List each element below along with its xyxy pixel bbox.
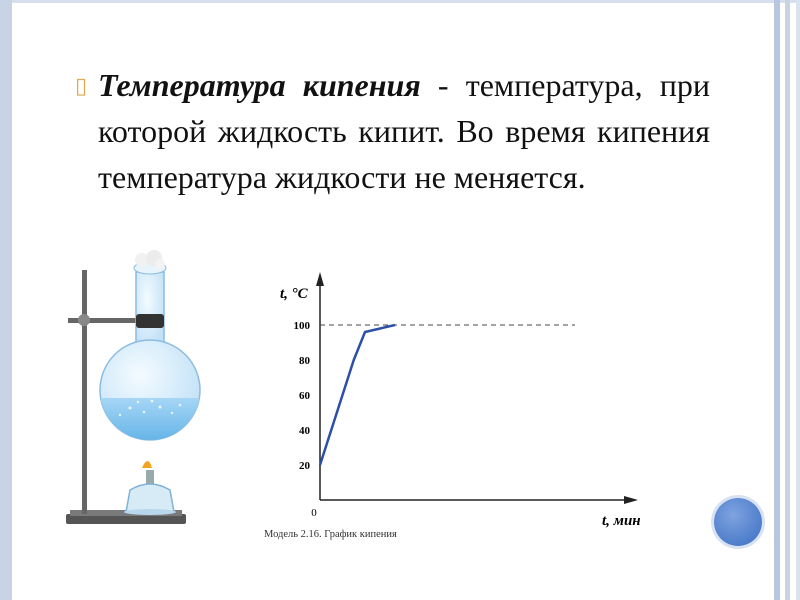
slide-frame-left bbox=[0, 0, 12, 600]
y-axis-arrow bbox=[316, 272, 324, 286]
y-tick-label: 60 bbox=[299, 390, 310, 402]
definition-text: - температура, при которой жидкость кипит. Во время кипения температура жидкости не меняется. bbox=[98, 67, 711, 195]
flame bbox=[142, 461, 152, 468]
origin-label: 0 bbox=[311, 507, 317, 519]
slide-frame-right-outer bbox=[785, 0, 790, 600]
spirit-lamp bbox=[126, 484, 174, 512]
slide-frame-right bbox=[774, 0, 780, 600]
slide-text bbox=[98, 62, 710, 200]
temperature-curve bbox=[320, 325, 395, 465]
bullet-icon: ▯ bbox=[75, 74, 88, 99]
y-tick-label: 100 bbox=[293, 320, 310, 332]
definition-term: Температура кипения bbox=[98, 67, 421, 103]
slide-frame-top bbox=[0, 0, 800, 3]
chart-caption: Модель 2.16. График кипения bbox=[264, 529, 397, 540]
y-tick-label: 40 bbox=[299, 425, 310, 437]
stand-rod bbox=[82, 270, 87, 514]
boiling-chart bbox=[260, 265, 650, 545]
y-axis-label: t, °С bbox=[280, 286, 308, 302]
x-axis-label: t, мин bbox=[602, 513, 641, 529]
flask-neck bbox=[136, 272, 164, 350]
y-tick-label: 80 bbox=[299, 355, 310, 367]
next-slide-button[interactable] bbox=[714, 498, 762, 546]
boiling-flask-illustration bbox=[60, 250, 250, 540]
x-axis-arrow bbox=[624, 496, 638, 504]
slide-frame-right-edge bbox=[796, 0, 800, 600]
y-tick-label: 20 bbox=[299, 460, 310, 472]
